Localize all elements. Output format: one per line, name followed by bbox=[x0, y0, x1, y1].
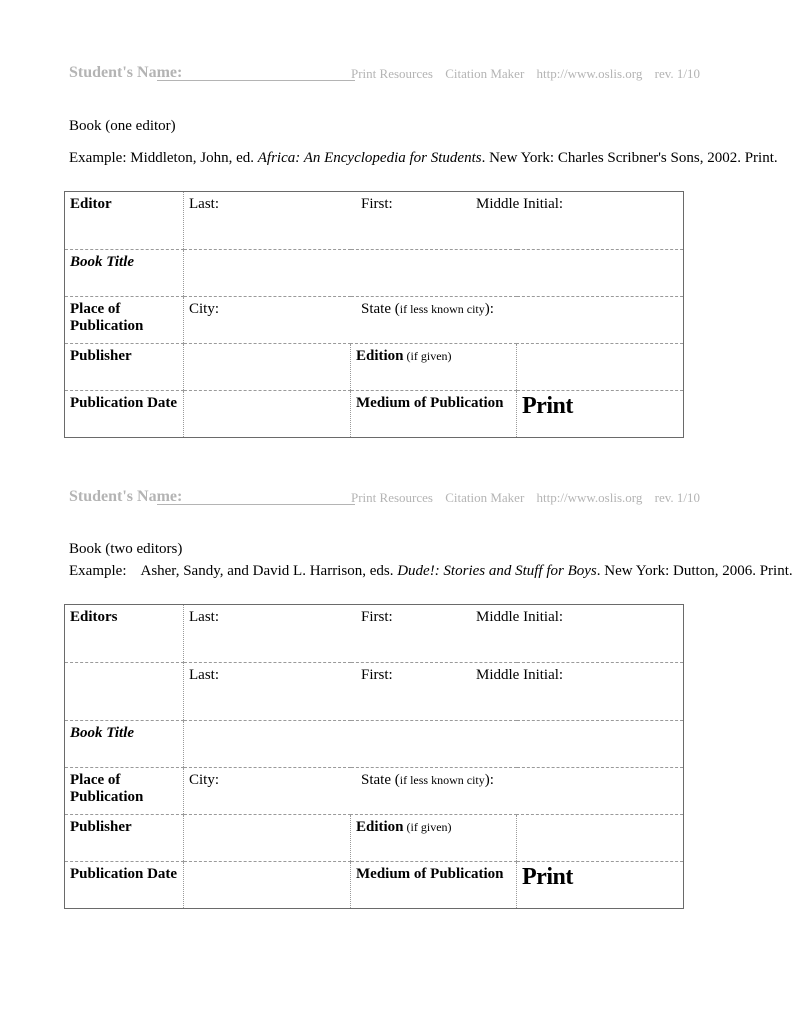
example-two-editors bbox=[69, 563, 793, 580]
editor-1-name-field[interactable] bbox=[184, 605, 684, 663]
last-name-label: Last: bbox=[189, 667, 219, 683]
editors-label-blank bbox=[65, 663, 184, 721]
example-title: Dude!: Stories and Stuff for Boys bbox=[397, 563, 597, 579]
state-label: State (if less known city): bbox=[361, 772, 494, 788]
citation-maker-link[interactable]: Citation Maker bbox=[445, 66, 525, 81]
student-name-line[interactable] bbox=[157, 504, 355, 505]
section-title-two-editors: Book (two editors) bbox=[69, 541, 183, 557]
student-name-label: Student's Name: bbox=[69, 64, 183, 81]
place-of-publication-field[interactable] bbox=[184, 768, 684, 815]
place-of-publication-label: Place of Publication bbox=[65, 297, 184, 344]
editor-label: Editor bbox=[65, 192, 184, 250]
student-header-1 bbox=[69, 64, 700, 86]
example-suffix: . New York: Charles Scribner's Sons, 2002. Print. bbox=[481, 150, 778, 166]
medium-of-publication-label: Medium of Publication bbox=[351, 862, 517, 909]
place-of-publication-label: Place of Publication bbox=[65, 768, 184, 815]
city-label: City: bbox=[189, 301, 220, 317]
last-name-label: Last: bbox=[189, 196, 219, 212]
editor-2-name-field[interactable] bbox=[184, 663, 684, 721]
revision-label: rev. 1/10 bbox=[654, 66, 700, 81]
last-name-label: Last: bbox=[189, 609, 219, 625]
citation-table-two-editors bbox=[64, 604, 684, 909]
book-title-label: Book Title bbox=[65, 250, 184, 297]
publication-date-label: Publication Date bbox=[65, 391, 184, 438]
first-name-label: First: bbox=[361, 667, 393, 683]
first-name-label: First: bbox=[361, 196, 393, 212]
editor-name-field[interactable] bbox=[184, 192, 684, 250]
publisher-field[interactable] bbox=[184, 815, 351, 862]
print-resources-link[interactable]: Print Resources bbox=[351, 66, 433, 81]
print-resources-link[interactable]: Print Resources bbox=[351, 490, 433, 505]
publisher-label: Publisher bbox=[65, 344, 184, 391]
edition-label: Edition (if given) bbox=[351, 815, 517, 862]
oslis-url-link[interactable]: http://www.oslis.org bbox=[536, 66, 643, 81]
student-name-line[interactable] bbox=[157, 80, 355, 81]
middle-initial-label: Middle Initial: bbox=[476, 196, 564, 212]
place-of-publication-field[interactable] bbox=[184, 297, 684, 344]
editors-label: Editors bbox=[65, 605, 184, 663]
publication-date-label: Publication Date bbox=[65, 862, 184, 909]
header-links bbox=[351, 490, 700, 506]
oslis-url-link[interactable]: http://www.oslis.org bbox=[536, 490, 643, 505]
publication-date-field[interactable] bbox=[184, 391, 351, 438]
medium-value: Print bbox=[522, 393, 573, 419]
section-title-one-editor: Book (one editor) bbox=[69, 118, 176, 134]
student-header-2 bbox=[69, 488, 700, 510]
student-name-label: Student's Name: bbox=[69, 488, 183, 505]
example-one-editor bbox=[69, 150, 778, 167]
first-name-label: First: bbox=[361, 609, 393, 625]
example-title: Africa: An Encyclopedia for Students bbox=[257, 150, 482, 166]
header-links bbox=[351, 66, 700, 82]
publisher-label: Publisher bbox=[65, 815, 184, 862]
city-label: City: bbox=[189, 772, 220, 788]
citation-maker-link[interactable]: Citation Maker bbox=[445, 490, 525, 505]
state-label: State (if less known city): bbox=[361, 301, 494, 317]
book-title-label: Book Title bbox=[65, 721, 184, 768]
edition-field[interactable] bbox=[517, 344, 684, 391]
publication-date-field[interactable] bbox=[184, 862, 351, 909]
book-title-field[interactable] bbox=[184, 250, 684, 297]
citation-table-one-editor bbox=[64, 191, 684, 438]
example-authors: Asher, Sandy, and David L. Harrison, eds. bbox=[140, 563, 398, 579]
medium-value: Print bbox=[522, 864, 573, 890]
example-suffix: . New York: Dutton, 2006. Print. bbox=[596, 563, 793, 579]
edition-field[interactable] bbox=[517, 815, 684, 862]
middle-initial-label: Middle Initial: bbox=[476, 667, 564, 683]
example-prefix: Example: Middleton, John, ed. bbox=[69, 150, 258, 166]
middle-initial-label: Middle Initial: bbox=[476, 609, 564, 625]
revision-label: rev. 1/10 bbox=[654, 490, 700, 505]
edition-label: Edition (if given) bbox=[351, 344, 517, 391]
book-title-field[interactable] bbox=[184, 721, 684, 768]
medium-of-publication-label: Medium of Publication bbox=[351, 391, 517, 438]
example-prefix: Example: bbox=[69, 563, 127, 579]
publisher-field[interactable] bbox=[184, 344, 351, 391]
